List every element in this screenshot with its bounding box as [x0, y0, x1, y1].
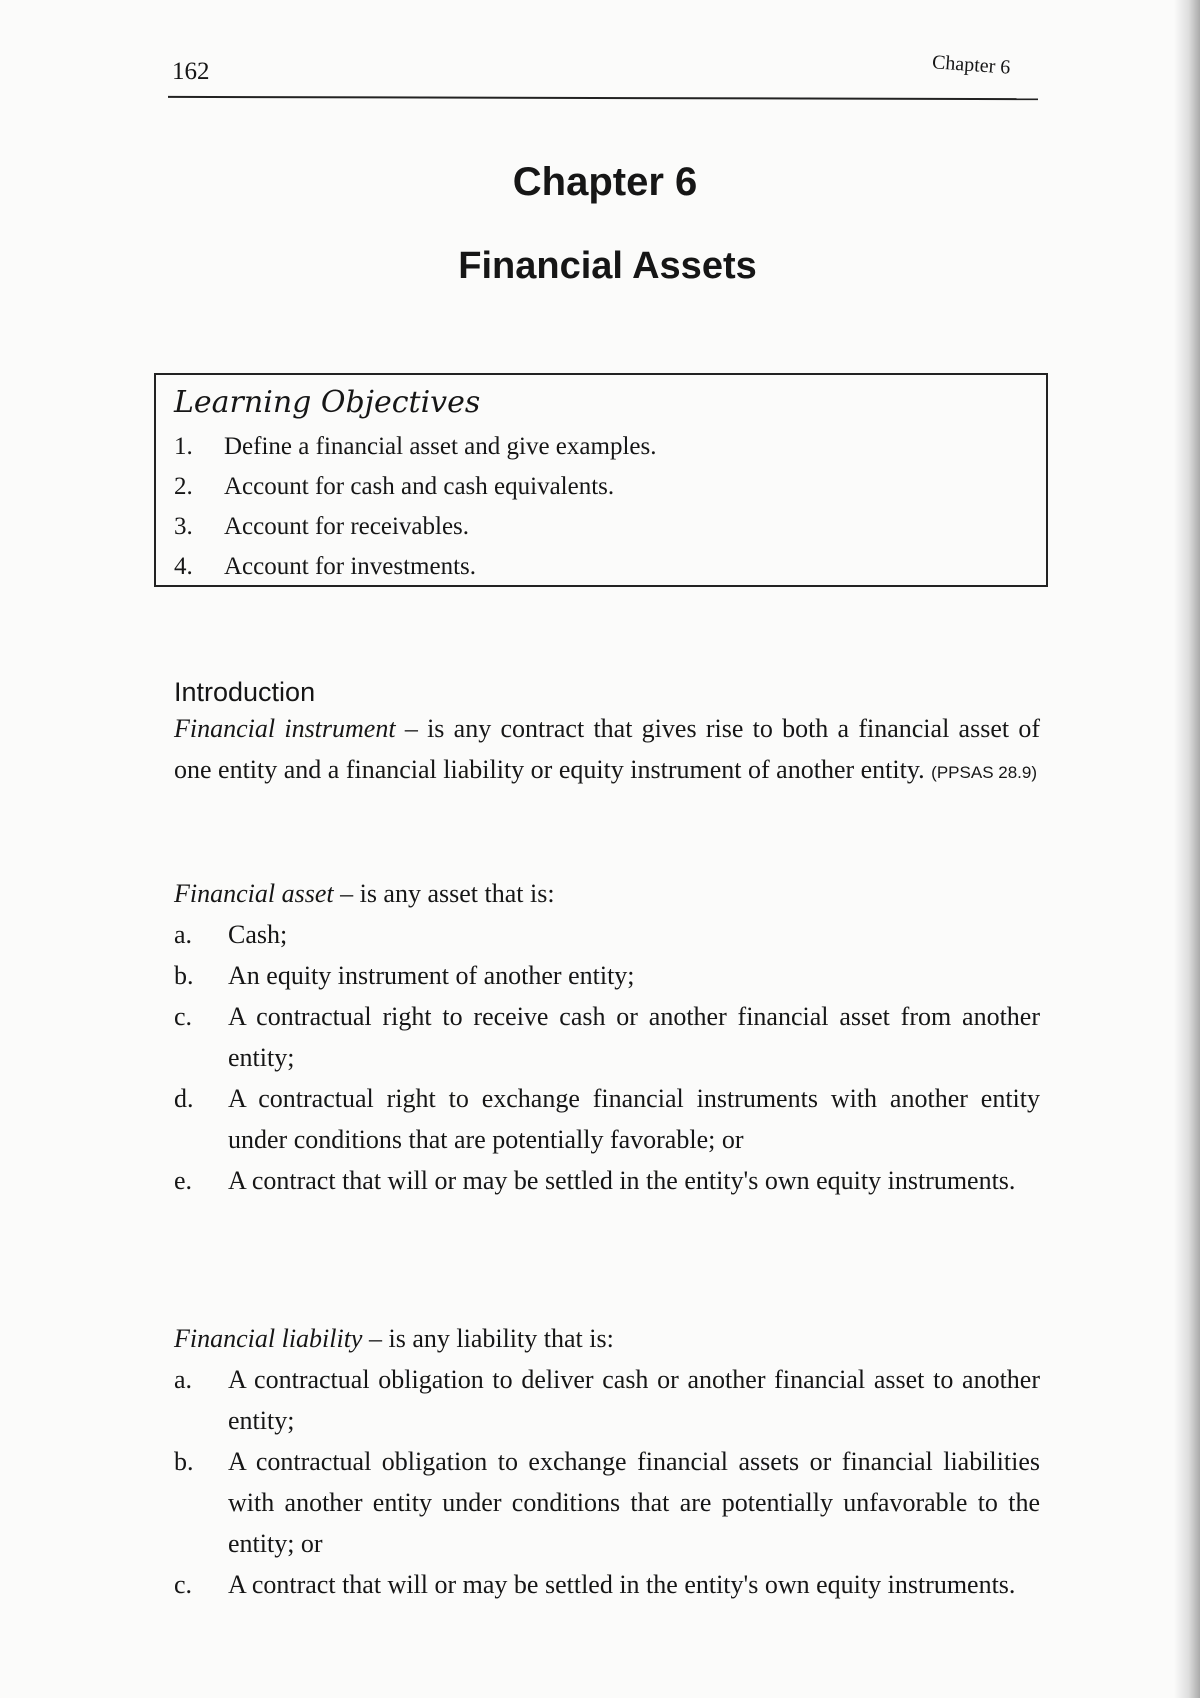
- item-letter: b.: [174, 961, 194, 990]
- financial-asset-item: [174, 914, 1040, 955]
- financial-asset-lead: [174, 873, 1040, 914]
- learning-objectives-heading: Learning Objectives: [174, 385, 481, 420]
- financial-asset-list: [174, 914, 1040, 1201]
- objective-item: [174, 547, 656, 587]
- objective-text: Account for investments.: [224, 553, 477, 580]
- header-rule: [168, 96, 1038, 100]
- item-letter: e.: [174, 1166, 193, 1195]
- financial-asset-item: [174, 955, 1040, 996]
- ppsas-reference: (PPSAS 28.9): [931, 763, 1037, 782]
- financial-liability-item: [174, 1564, 1040, 1605]
- item-text: A contractual right to exchange financial instruments with another entity under conditions that are potentially favorable; or: [228, 1084, 1040, 1154]
- financial-instrument-text: – is any contract that gives rise to both a financial asset of one entity and a financial liability or equity instrument of another entity.: [174, 714, 1040, 784]
- page-number: 162: [172, 58, 210, 85]
- financial-liability-item: [174, 1359, 1040, 1441]
- objective-text: Account for receivables.: [224, 513, 470, 540]
- financial-liability-list: [174, 1359, 1040, 1605]
- chapter-heading: Chapter 6: [512, 160, 698, 204]
- objective-item: [174, 427, 656, 467]
- financial-asset-term: Financial asset: [174, 879, 334, 908]
- item-letter: a.: [174, 1365, 193, 1394]
- item-letter: c.: [174, 1002, 193, 1031]
- item-text: A contractual obligation to deliver cash or another financial asset to another entity;: [228, 1365, 1040, 1435]
- item-letter: d.: [174, 1084, 194, 1113]
- objective-number: 1.: [174, 433, 193, 460]
- objective-item: [174, 507, 656, 547]
- financial-liability-term: Financial liability: [174, 1324, 363, 1353]
- item-text: An equity instrument of another entity;: [228, 961, 635, 990]
- objective-text: Account for cash and cash equivalents.: [224, 473, 615, 500]
- financial-asset-lead-text: – is any asset that is:: [333, 879, 555, 908]
- financial-asset-item: [174, 996, 1040, 1078]
- learning-objectives-list: [174, 427, 656, 587]
- item-text: A contract that will or may be settled in the entity's own equity instruments.: [228, 1166, 1016, 1195]
- financial-liability-lead: [174, 1318, 1040, 1359]
- objective-number: 4.: [174, 553, 193, 580]
- chapter-title: Financial Assets: [458, 245, 757, 287]
- objective-text: Define a financial asset and give examples.: [224, 433, 657, 460]
- financial-instrument-term: Financial instrument: [174, 714, 396, 743]
- item-text: A contractual right to receive cash or another financial asset from another entity;: [228, 1002, 1040, 1072]
- running-header: Chapter 6: [931, 51, 1012, 79]
- item-text: A contract that will or may be settled in the entity's own equity instruments.: [228, 1570, 1016, 1599]
- financial-liability-item: [174, 1441, 1040, 1564]
- introduction-heading: Introduction: [174, 677, 316, 707]
- learning-objectives-box: [154, 373, 1048, 587]
- financial-liability-lead-text: – is any liability that is:: [362, 1324, 614, 1353]
- item-letter: a.: [174, 920, 193, 949]
- financial-instrument-definition: [174, 708, 1040, 793]
- objective-number: 2.: [174, 473, 193, 500]
- item-letter: b.: [174, 1447, 194, 1476]
- item-text: Cash;: [228, 920, 288, 949]
- financial-asset-item: [174, 1160, 1040, 1201]
- objective-item: [174, 467, 656, 507]
- item-letter: c.: [174, 1570, 193, 1599]
- financial-asset-item: [174, 1078, 1040, 1160]
- item-text: A contractual obligation to exchange financial assets or financial liabilities with another entity under conditions that are potentially unfavorable to the entity; or: [228, 1447, 1040, 1558]
- objective-number: 3.: [174, 513, 193, 540]
